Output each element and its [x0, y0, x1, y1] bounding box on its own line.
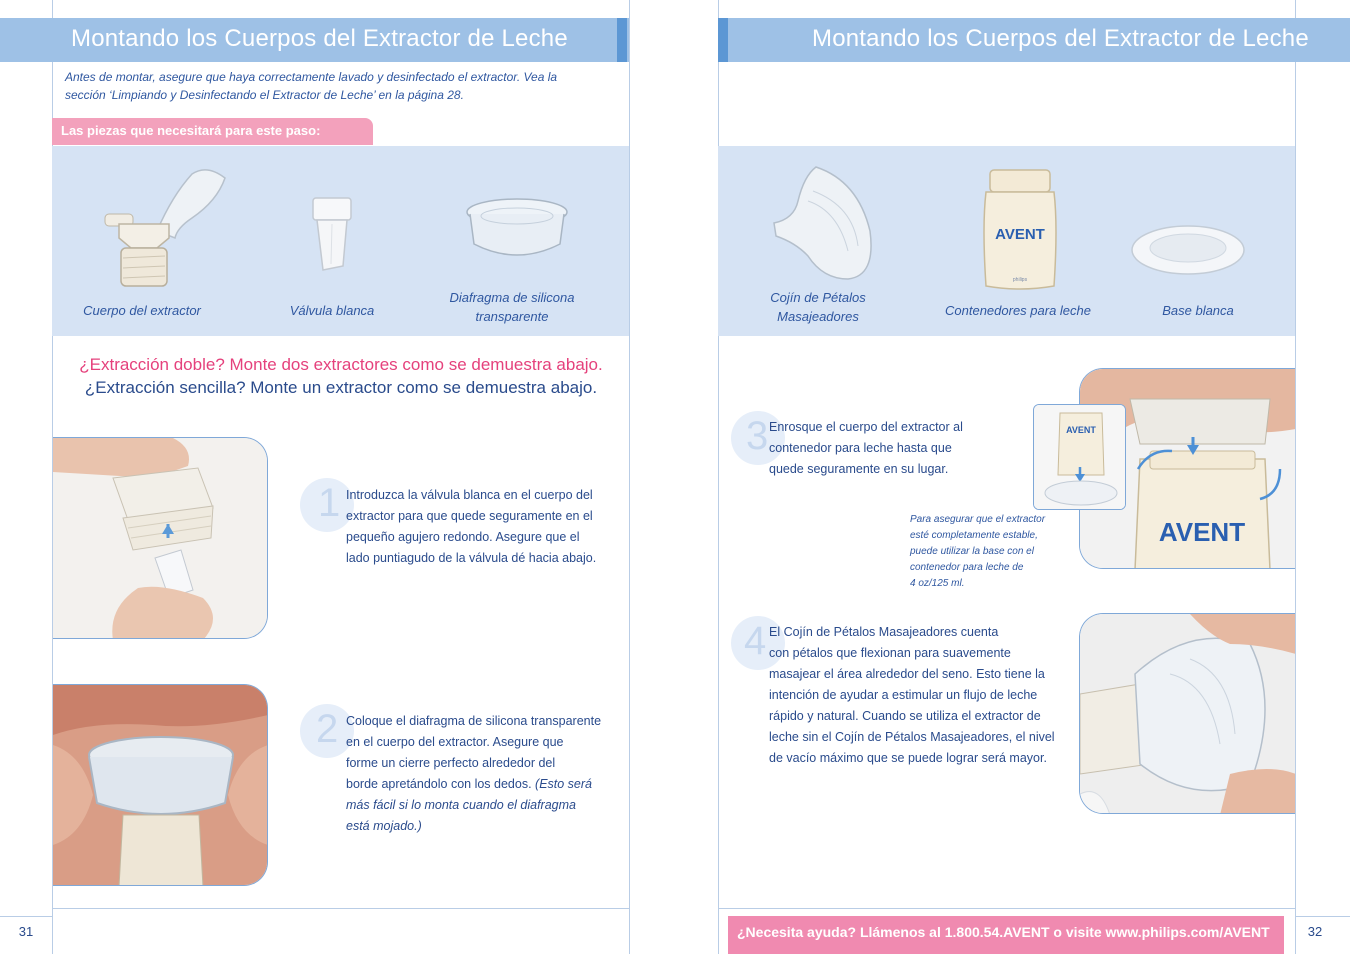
avent-logo: AVENT: [1066, 425, 1096, 435]
step-1-line: pequeño agujero redondo. Asegure que el: [346, 530, 580, 544]
step-2-line: [346, 816, 621, 837]
note-line: 4 oz/125 ml.: [910, 578, 965, 589]
step-4-photo: [1079, 613, 1295, 814]
step-1-line: extractor para que quede seguramente en el: [346, 509, 593, 523]
step-2-line: Coloque el diafragma de silicona transparente: [346, 714, 602, 728]
step-4-line: intención de ayudar a estimular un flujo de leche: [769, 688, 1038, 702]
step-4-number: 4: [744, 619, 767, 663]
step-4-line: leche sin el Cojín de Pétalos Masajeadores, el nivel: [769, 730, 1055, 744]
tagline-double-pumping: ¿Extracción doble? Monte dos extractores como se demuestra abajo.: [79, 355, 603, 374]
part-label-petal-cushion-line1: Cojín de Pétalos: [770, 290, 866, 305]
step-1-line: lado puntiagudo de la válvula dé hacia abajo.: [346, 551, 597, 565]
stability-note: [910, 512, 1060, 592]
step-3-line: quede seguramente en su lugar.: [769, 462, 949, 476]
step-2-line-italic: (Esto será: [535, 777, 592, 791]
step-4-line: El Cojín de Pétalos Masajeadores cuenta: [769, 625, 999, 639]
step-2-line: en el cuerpo del extractor. Asegure que: [346, 735, 564, 749]
part-label-petal-cushion: [748, 288, 888, 326]
milk-container-image: [980, 166, 1060, 294]
header-accent: [718, 18, 728, 62]
note-line: Para asegurar que el extractor: [910, 514, 1046, 525]
step-2-italic-note: más fácil si lo monta cuando el diafragma: [346, 798, 576, 812]
pump-body-image: [97, 156, 237, 291]
part-label-white-valve: Válvula blanca: [289, 303, 375, 318]
step-2-photo: [53, 684, 268, 886]
avent-logo: AVENT: [1158, 517, 1246, 547]
header-accent: [617, 18, 627, 62]
note-line: puede utilizar la base con el: [910, 546, 1034, 557]
note-line: contenedor para leche de: [910, 562, 1024, 573]
right-header-bar: [718, 18, 1350, 62]
help-banner: ¿Necesita ayuda? Llámenos al 1.800.54.AVENT o visite www.philips.com/AVENT: [728, 916, 1284, 954]
step-2-italic-note: está mojado.): [346, 819, 422, 833]
step-2-line-plain: borde apretándolo con los dedos.: [346, 777, 536, 791]
step-2-number: 2: [316, 707, 339, 751]
parts-needed-tab: Las piezas que necesitará para este paso:: [52, 118, 373, 145]
step-2-line: [346, 795, 621, 816]
step-3-line: Enrosque el cuerpo del extractor al: [769, 420, 963, 434]
page-number-left: 31: [18, 924, 34, 939]
step-4-line: rápido y natural. Cuando se utiliza el extractor de: [769, 709, 1041, 723]
left-header-bar: [0, 18, 629, 62]
step-4-photo-art: [1080, 614, 1295, 814]
step-4-text: [769, 622, 1069, 769]
part-label-diaphragm-line1: Diafragma de silicona: [449, 290, 575, 305]
parts-panel-left: [52, 146, 629, 336]
part-label-white-base: Base blanca: [1162, 303, 1234, 318]
step-1-number: 1: [318, 481, 341, 525]
note-line: esté completamente estable,: [910, 530, 1038, 541]
part-label-petal-cushion-line2: Masajeadores: [777, 309, 859, 324]
step-3-line: contenedor para leche hasta que: [769, 441, 952, 455]
avent-logo: AVENT: [995, 226, 1045, 243]
petal-cushion-image: [768, 161, 878, 286]
part-label-pump-body: Cuerpo del extractor: [83, 303, 201, 318]
left-footer-line: [52, 908, 629, 909]
page-title: Montando los Cuerpos del Extractor de Leche: [812, 25, 1309, 52]
step-3-inset-photo: [1033, 404, 1126, 510]
silicone-diaphragm-image: [462, 194, 572, 264]
step-3-text: [769, 417, 999, 480]
parts-panel-right: [718, 146, 1295, 336]
step-2-line: forme un cierre perfecto alrededor del: [346, 756, 556, 770]
step-2-line: [346, 774, 621, 795]
step-1-text: [346, 485, 616, 569]
part-label-diaphragm: [432, 288, 592, 326]
page-gutter: [640, 0, 705, 954]
step-4-line: masajear el área alrededor del seno. Esto tiene la: [769, 667, 1045, 681]
part-label-milk-containers: Contenedores para leche: [945, 303, 1091, 318]
step-3-inset-art: [1034, 405, 1126, 510]
step-1-photo-art: [53, 438, 268, 639]
tagline-single-pumping: ¿Extracción sencilla? Monte un extractor como se demuestra abajo.: [84, 378, 598, 397]
step-3-number: 3: [746, 414, 769, 458]
page-title: Montando los Cuerpos del Extractor de Leche: [71, 25, 568, 52]
step-2-photo-art: [53, 685, 268, 886]
white-valve-image: [307, 194, 357, 274]
step-1-line: Introduzca la válvula blanca en el cuerpo del: [346, 488, 593, 502]
left-page-edge-line: [629, 0, 630, 954]
step-2-text: [346, 711, 621, 837]
philips-logo: philips: [1012, 277, 1028, 283]
right-footer-line: [718, 908, 1295, 909]
white-base-image: [1128, 218, 1248, 278]
part-label-diaphragm-line2: transparente: [475, 309, 549, 324]
step-1-photo: [53, 437, 268, 639]
step-4-line: de vacío máximo que se puede lograr será mayor.: [769, 751, 1047, 765]
page-number-right: 32: [1307, 924, 1323, 939]
step-4-line: con pétalos que flexionan para suavemente: [769, 646, 1011, 660]
intro-text: Antes de montar, asegure que haya correctamente lavado y desinfectado el extractor. Vea la sección ‘Limpiando y Desinfectando el Extractor de Leche’ en la página 28.: [65, 70, 558, 102]
